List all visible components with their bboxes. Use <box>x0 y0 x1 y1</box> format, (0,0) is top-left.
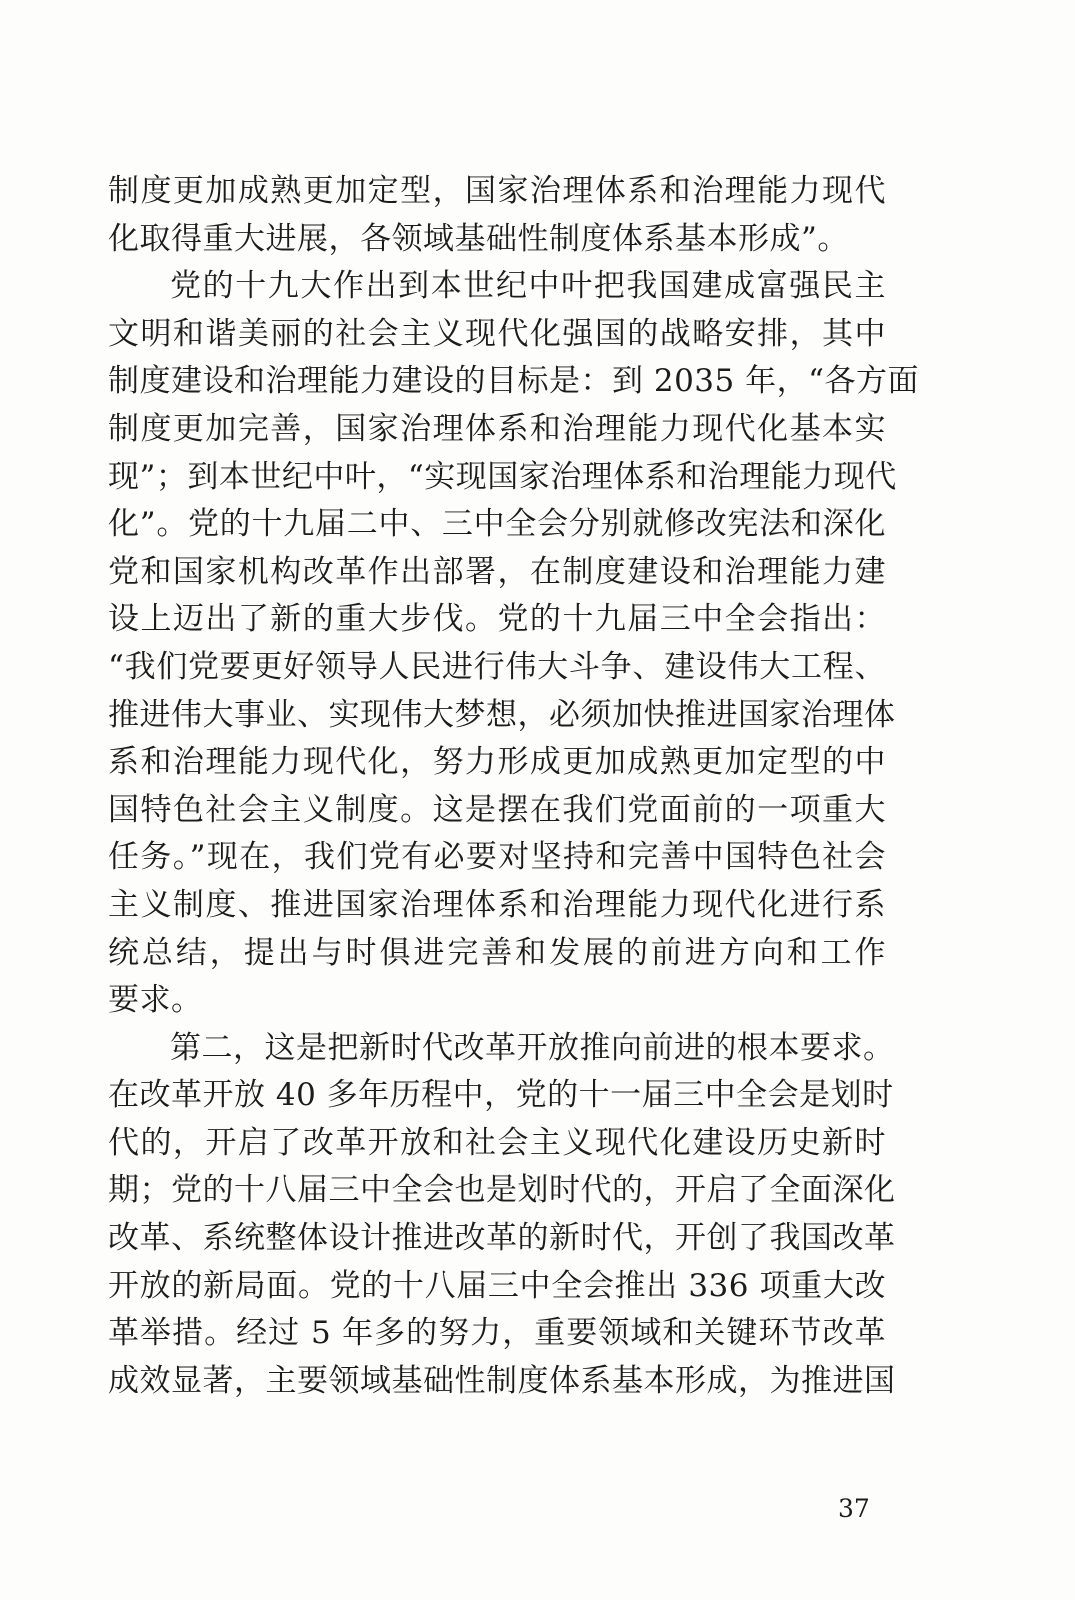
text-line: 在改革开放 40 多年历程中，党的十一届三中全会是划时 <box>108 1077 894 1114</box>
text-line: 国特色社会主义制度。这是摆在我们党面前的一项重大 <box>108 791 886 828</box>
text-line: 制度更加成熟更加定型，国家治理体系和治理能力现代 <box>108 173 886 209</box>
text-line: 化”。党的十九届二中、三中全会分别就修改宪法和深化 <box>108 506 886 543</box>
text-line: 现”；到本世纪中叶，“实现国家治理体系和治理能力现代 <box>108 458 897 495</box>
paragraph-2 <box>108 263 919 1025</box>
text-line: 设上迈出了新的重大步伐。党的十九届三中全会指出： <box>108 601 886 638</box>
text-line: 第二，这是把新时代改革开放推向前进的根本要求。 <box>170 1029 895 1066</box>
text-line: 党和国家机构改革作出部署，在制度建设和治理能力建 <box>108 553 886 590</box>
text-line: 开放的新局面。党的十八届三中全会推出 336 项重大改 <box>108 1267 886 1304</box>
text-line: 系和治理能力现代化，努力形成更加成熟更加定型的中 <box>108 744 886 781</box>
text-line: 任务。”现在，我们党有必要对坚持和完善中国特色社会 <box>108 839 886 876</box>
paragraph-1 <box>108 168 886 263</box>
text-line: 要求。 <box>108 982 203 1019</box>
text-line: 改革、系统整体设计推进改革的新时代，开创了我国改革 <box>108 1220 896 1257</box>
body-text <box>108 168 919 1405</box>
text-line: 制度更加完善，国家治理体系和治理能力现代化基本实 <box>108 410 886 447</box>
text-line: 文明和谐美丽的社会主义现代化强国的战略安排，其中 <box>108 315 886 352</box>
text-line: 主义制度、推进国家治理体系和治理能力现代化进行系 <box>108 886 886 923</box>
paragraph-3 <box>108 1025 896 1406</box>
text-line: 推进伟大事业、实现伟大梦想，必须加快推进国家治理体 <box>108 696 896 733</box>
text-line: 成效显著，主要领域基础性制度体系基本形成，为推进国 <box>108 1362 896 1399</box>
text-line: 革举措。经过 5 年多的努力，重要领域和关键环节改革 <box>108 1315 886 1352</box>
text-line: 化取得重大进展，各领域基础性制度体系基本形成”。 <box>108 220 849 257</box>
page-number: 37 <box>838 1494 870 1523</box>
text-line: 统总结，提出与时俱进完善和发展的前进方向和工作 <box>108 934 886 971</box>
text-line: 代的，开启了改革开放和社会主义现代化建设历史新时 <box>108 1124 886 1161</box>
text-line: 制度建设和治理能力建设的目标是：到 2035 年，“各方面 <box>108 363 919 400</box>
text-line: 期；党的十八届三中全会也是划时代的，开启了全面深化 <box>108 1172 896 1209</box>
text-line: “我们党要更好领导人民进行伟大斗争、建设伟大工程、 <box>108 648 886 685</box>
text-line: 党的十九大作出到本世纪中叶把我国建成富强民主 <box>170 268 886 305</box>
